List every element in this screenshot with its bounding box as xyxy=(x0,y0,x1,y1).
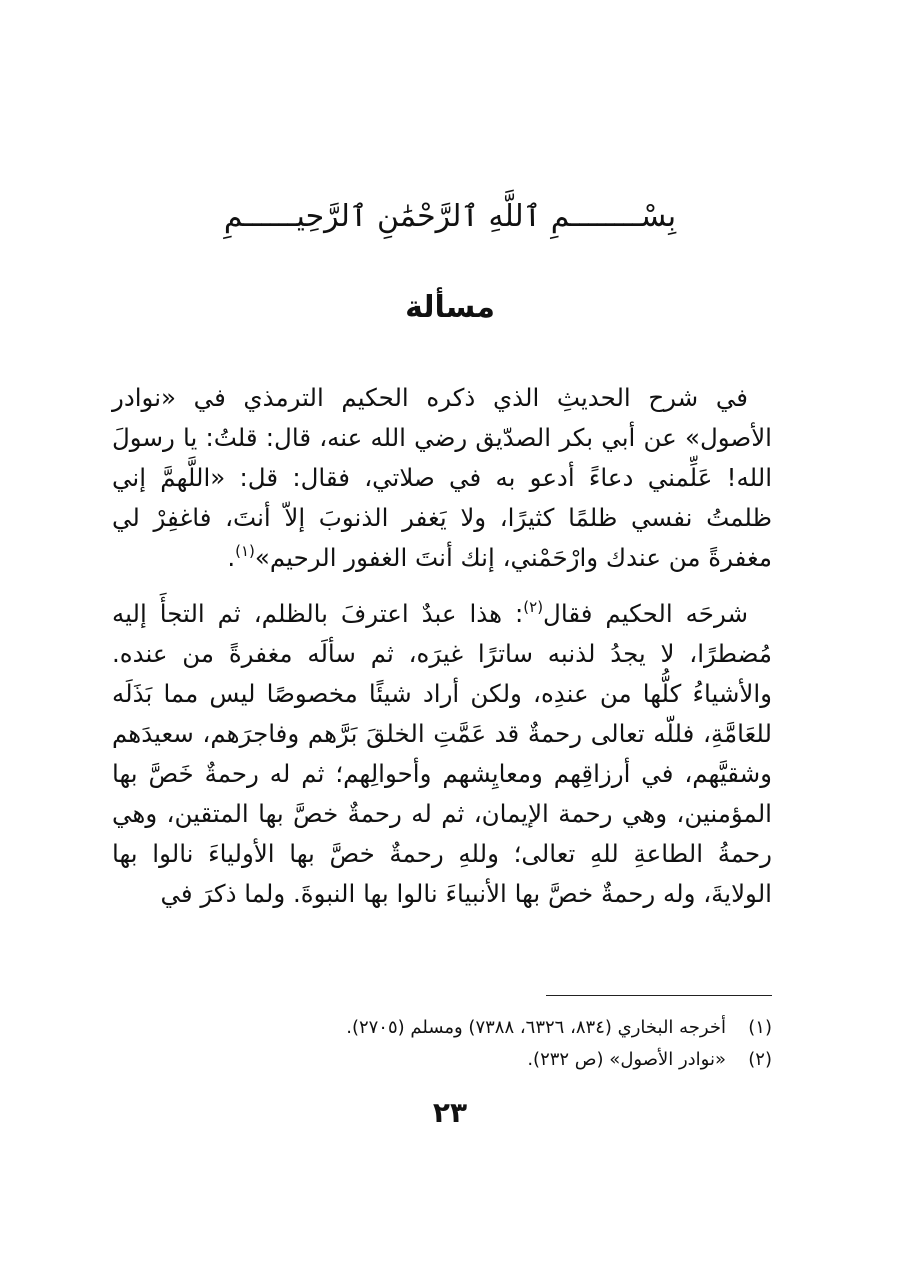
paragraph-1-end: . xyxy=(227,543,236,572)
section-heading: مسألة xyxy=(405,290,495,325)
paragraph-1-text: في شرح الحديثِ الذي ذكره الحكيم الترمذي في «نوادر الأصول» عن أبي بكر الصدّيق رضي الله عنه، قال: قلتُ: يا رسولَ الله! عَلِّمني دعاءً أدعو به في صلاتي، فقال: قل: «اللَّهمَّ إني ظلمتُ نفسي ظلمًا كثيرًا، ولا يَغفر الذنوبَ إلاّ أنتَ، فاغفِرْ لي مغفرةً من عندك وارْحَمْني، إنك أنتَ الغفور الرحيم» xyxy=(112,383,772,572)
footnote-number: (٢) xyxy=(748,1049,772,1070)
footnote-text: «نوادر الأصول» (ص ٢٣٢). xyxy=(527,1049,726,1070)
basmala-text: بِسْــــــــمِ ٱللَّهِ ٱلرَّحْمَٰنِ ٱلرَّحِيــــــمِ xyxy=(223,198,677,234)
footnote-text: أخرجه البخاري (٨٣٤، ٦٣٢٦، ٧٣٨٨) ومسلم (٢٧٠٥). xyxy=(346,1017,726,1038)
footnote-2 xyxy=(112,1044,772,1076)
footnote-ref-2: (٢) xyxy=(523,598,544,616)
footnote-number: (١) xyxy=(748,1017,772,1038)
footnote-1 xyxy=(112,1012,772,1044)
footnote-ref-1: (١) xyxy=(235,542,255,560)
footnotes xyxy=(112,1012,772,1076)
paragraph-1 xyxy=(112,378,772,578)
paragraph-2-start: شرحَه الحكيم فقال xyxy=(543,599,748,628)
basmala-calligraphy xyxy=(223,186,677,246)
footnote-divider xyxy=(546,995,772,996)
paragraph-2-text: : هذا عبدٌ اعترفَ بالظلم، ثم التجأَ إليه مُضطرًا، لا يجدُ لذنبه ساترًا غيرَه، ثم سألَه مغفرةً من عنده. والأشياءُ كلُّها من عندِه، ولكن أراد شيئًا مخصوصًا ليس مما بَذَلَه للعَامَّةِ، فللّه تعالى رحمةٌ قد عَمَّتِ الخلقَ بَرَّهم وفاجرَهم، سعيدَهم وشقيَّهم، في أرزاقِهم ومعايِشهم وأحوالِهم؛ ثم له رحمةٌ خَصَّ بها المؤمنين، وهي رحمة الإيمان، ثم له رحمةٌ خصَّ بها المتقين، وهي رحمةُ الطاعةِ للهِ تعالى؛ وللهِ رحمةٌ خصَّ بها الأولياءَ نالوا بها الولايةَ، وله رحمةٌ خصَّ بها الأنبياءَ نالوا بها النبوةَ. ولما ذكرَ في xyxy=(112,599,772,908)
page-number: ٢٣ xyxy=(432,1096,468,1129)
paragraph-2 xyxy=(112,594,772,914)
